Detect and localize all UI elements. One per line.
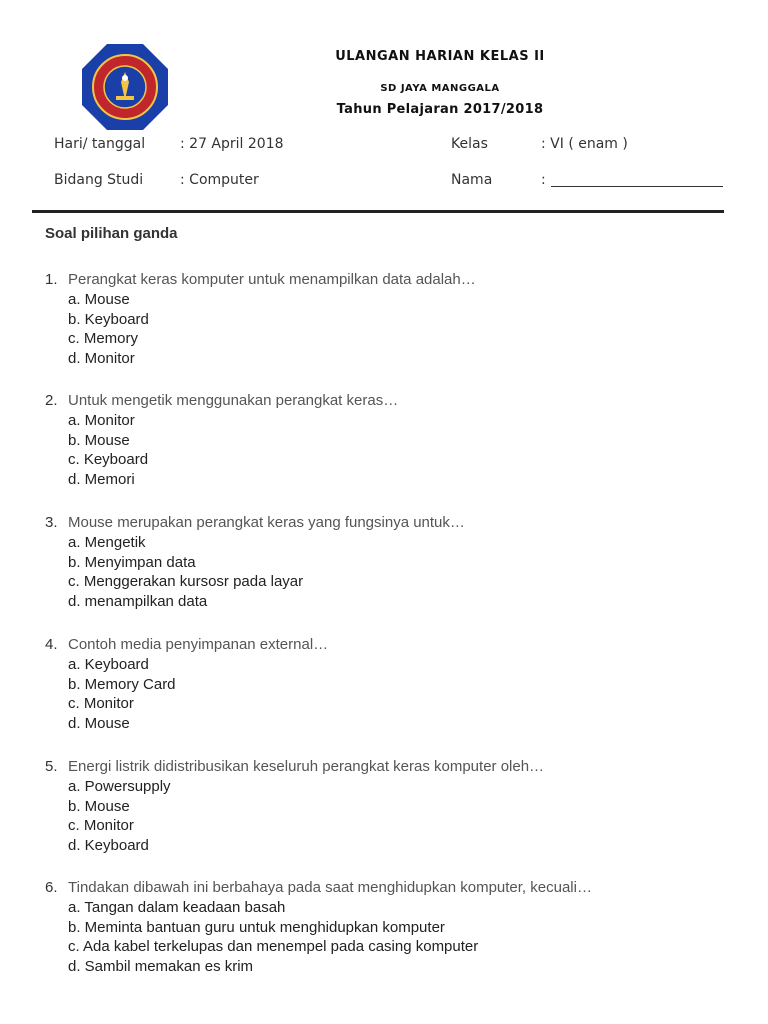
option-a: a. Mouse — [68, 291, 130, 308]
question-2 — [45, 391, 745, 489]
question-number: 4. — [45, 636, 58, 653]
question-prompt: Contoh media penyimpanan external… — [68, 636, 329, 653]
option-a: a. Keyboard — [68, 656, 149, 673]
question-number: 2. — [45, 392, 58, 409]
option-b: b. Keyboard — [68, 310, 149, 328]
question-prompt: Mouse merupakan perangkat keras yang fungsinya untuk… — [68, 514, 465, 531]
option-d: d. Memori — [68, 470, 135, 488]
question-number: 3. — [45, 514, 58, 531]
question-text — [45, 513, 745, 533]
option-a: a. Mengetik — [68, 534, 146, 551]
question-prompt: Tindakan dibawah ini berbahaya pada saat menghidupkan komputer, kecuali… — [68, 879, 592, 896]
name-blank-line — [551, 186, 723, 187]
header-divider — [32, 210, 724, 213]
exam-title: ULANGAN HARIAN KELAS II — [335, 49, 545, 64]
option-b: b. Meminta bantuan guru untuk menghidupkan komputer — [68, 918, 445, 936]
question-6 — [45, 878, 745, 976]
name-colon: : — [541, 172, 546, 188]
option-a: a. Monitor — [68, 412, 135, 429]
question-number: 6. — [45, 879, 58, 896]
option-c: c. Keyboard — [68, 451, 149, 469]
name-label: Nama — [451, 172, 493, 188]
option-d: d. Keyboard — [68, 836, 149, 854]
option-c: c. Memory — [68, 330, 139, 348]
question-text — [45, 635, 745, 655]
class-label: Kelas — [451, 136, 488, 152]
date-value: : 27 April 2018 — [180, 136, 284, 152]
question-text — [45, 878, 745, 898]
question-text — [45, 270, 745, 290]
question-prompt: Perangkat keras komputer untuk menampilkan data adalah… — [68, 271, 476, 288]
option-d: d. Mouse — [68, 714, 130, 732]
question-number: 5. — [45, 758, 58, 775]
subject-value: : Computer — [180, 172, 259, 188]
question-text — [45, 757, 745, 777]
option-c: c. Ada kabel terkelupas dan menempel pada casing komputer — [68, 938, 479, 956]
option-a: a. Powersupply — [68, 778, 171, 795]
option-b: b. Menyimpan data — [68, 553, 196, 571]
question-5 — [45, 757, 745, 855]
option-b: b. Mouse — [68, 431, 130, 449]
option-c: c. Monitor — [68, 817, 134, 835]
question-number: 1. — [45, 271, 58, 288]
option-d: d. Sambil memakan es krim — [68, 957, 254, 975]
school-logo — [82, 44, 168, 130]
question-prompt: Untuk mengetik menggunakan perangkat keras… — [68, 392, 399, 409]
option-d: d. menampilkan data — [68, 592, 208, 610]
question-prompt: Energi listrik didistribusikan keseluruh perangkat keras komputer oleh… — [68, 758, 545, 775]
class-value: : VI ( enam ) — [541, 136, 628, 152]
school-name: SD JAYA MANGGALA — [380, 83, 500, 94]
subject-label: Bidang Studi — [54, 172, 144, 188]
question-4 — [45, 635, 745, 733]
option-c: c. Monitor — [68, 695, 134, 713]
option-a: a. Tangan dalam keadaan basah — [68, 899, 286, 916]
question-1 — [45, 270, 745, 368]
school-year: Tahun Pelajaran 2017/2018 — [336, 102, 544, 117]
section-title: Soal pilihan ganda — [45, 225, 178, 242]
option-b: b. Mouse — [68, 797, 130, 815]
option-b: b. Memory Card — [68, 675, 176, 693]
question-text — [45, 391, 745, 411]
option-d: d. Monitor — [68, 349, 135, 367]
question-3 — [45, 513, 745, 611]
date-label: Hari/ tanggal — [54, 136, 146, 152]
option-c: c. Menggerakan kursosr pada layar — [68, 573, 304, 591]
